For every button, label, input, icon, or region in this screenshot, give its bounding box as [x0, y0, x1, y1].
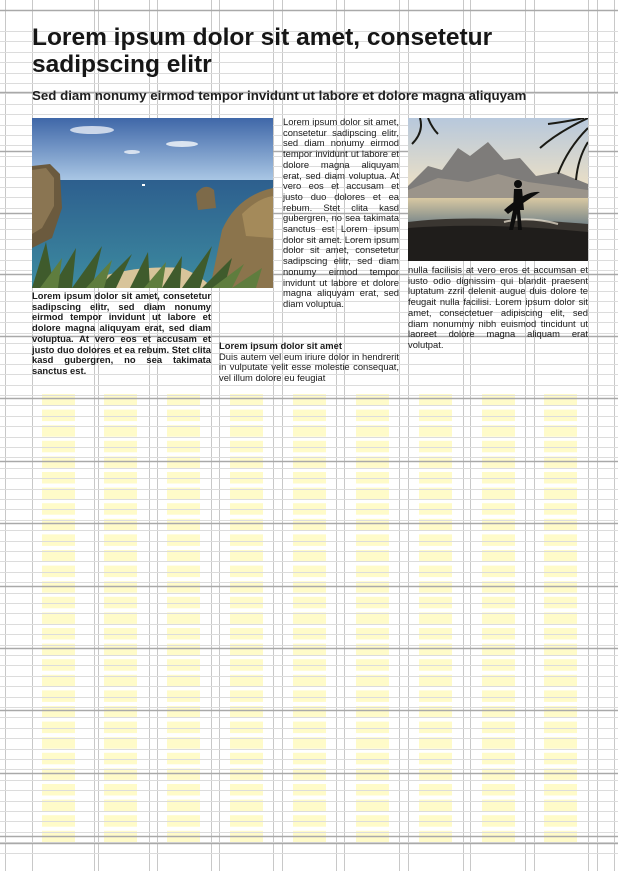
highlight-block	[167, 815, 200, 827]
highlight-block	[544, 784, 577, 796]
highlight-block	[419, 534, 452, 546]
highlight-block	[293, 612, 326, 624]
highlight-block	[293, 441, 326, 453]
highlight-block	[104, 815, 137, 827]
highlight-block	[230, 597, 263, 609]
highlight-block	[356, 566, 389, 578]
highlight-block	[482, 628, 515, 640]
highlight-block	[42, 815, 75, 827]
highlight-block	[167, 503, 200, 515]
highlight-block	[167, 472, 200, 484]
highlight-block	[482, 441, 515, 453]
highlight-block	[544, 534, 577, 546]
highlight-block	[419, 722, 452, 734]
highlight-block	[293, 503, 326, 515]
highlight-block	[167, 410, 200, 422]
highlight-block	[356, 784, 389, 796]
highlight-block	[482, 815, 515, 827]
highlight-block	[356, 441, 389, 453]
highlight-block	[544, 722, 577, 734]
highlight-block	[356, 753, 389, 765]
highlight-block	[104, 441, 137, 453]
highlight-block	[419, 659, 452, 671]
highlight-block	[104, 472, 137, 484]
highlight-block	[230, 784, 263, 796]
highlight-block	[356, 503, 389, 515]
highlight-block	[230, 410, 263, 422]
highlight-block	[419, 784, 452, 796]
highlight-block	[356, 690, 389, 702]
column-top-text: Lorem ipsum dolor sit amet, consetetur sadipscing elitr, sed diam nonumy eirmod tempor invidunt ut labore et dolore magna aliquyam erat, sed diam voluptua. At vero eos et accusam et justo duo dolores et ea rebum. Stet clita kasd gubergren, no sea takimata sanctus est Lorem ipsum dolor sit amet. Lorem ipsum dolor sit amet, consetetur sadipscing elitr, sed diam nonumy eirmod tempor invidunt ut labore et dolore magna aliquyam erat, sed diam voluptua.	[283, 116, 399, 309]
column-middle	[219, 341, 399, 384]
highlight-block	[167, 784, 200, 796]
highlight-block	[167, 753, 200, 765]
highlight-block	[230, 690, 263, 702]
highlight-block	[544, 753, 577, 765]
highlight-block	[419, 753, 452, 765]
highlight-block	[104, 628, 137, 640]
highlight-block	[293, 597, 326, 609]
highlight-block	[356, 612, 389, 624]
highlight-block	[544, 472, 577, 484]
highlight-block	[293, 472, 326, 484]
highlight-block	[419, 503, 452, 515]
highlight-block	[482, 566, 515, 578]
highlight-block	[419, 628, 452, 640]
highlight-block	[356, 815, 389, 827]
highlight-block	[230, 534, 263, 546]
highlight-block	[419, 690, 452, 702]
highlight-block	[419, 410, 452, 422]
highlight-block	[356, 410, 389, 422]
highlight-block	[230, 503, 263, 515]
highlight-block	[230, 753, 263, 765]
highlight-block	[356, 628, 389, 640]
highlight-block	[104, 753, 137, 765]
highlight-block	[293, 628, 326, 640]
subheadline: Sed diam nonumy eirmod tempor invidunt ut labore et dolore magna aliquyam	[32, 88, 527, 103]
highlight-block	[104, 690, 137, 702]
highlight-block	[482, 612, 515, 624]
highlight-block	[167, 659, 200, 671]
highlight-block	[482, 753, 515, 765]
highlight-block	[419, 441, 452, 453]
highlight-block	[293, 659, 326, 671]
highlight-block	[167, 612, 200, 624]
highlight-block	[42, 566, 75, 578]
highlight-block	[293, 410, 326, 422]
highlight-block	[230, 566, 263, 578]
highlight-block	[230, 472, 263, 484]
highlight-block	[356, 722, 389, 734]
highlight-block	[167, 597, 200, 609]
highlight-block	[42, 722, 75, 734]
highlight-block	[42, 597, 75, 609]
highlight-block	[356, 597, 389, 609]
column-right-text: nulla facilisis at vero eros et accumsan et iusto odio dignissim qui blandit praesent luptatum zzril delenit augue duis dolore te feugait nulla facilisi. Lorem ipsum dolor sit amet, consectetuer adipiscing elit, sed diam nonummy nibh euismod tincidunt ut laoreet dolore magna aliquam erat volutpat.	[408, 264, 588, 350]
highlight-block	[419, 472, 452, 484]
coastal-bay-photo	[32, 118, 273, 288]
highlight-block	[230, 628, 263, 640]
highlight-block	[544, 410, 577, 422]
highlight-block	[104, 534, 137, 546]
highlight-block	[419, 566, 452, 578]
highlight-block	[42, 503, 75, 515]
highlight-block	[544, 628, 577, 640]
highlight-block	[42, 690, 75, 702]
highlight-block	[42, 410, 75, 422]
highlight-block	[104, 722, 137, 734]
highlight-block	[293, 566, 326, 578]
highlight-block	[293, 815, 326, 827]
highlight-block	[419, 597, 452, 609]
highlight-block	[42, 753, 75, 765]
highlight-block	[482, 597, 515, 609]
highlight-block	[482, 690, 515, 702]
highlight-block	[104, 784, 137, 796]
headline: Lorem ipsum dolor sit amet, consetetur sadipscing elitr	[32, 24, 493, 78]
column-middle-text: Duis autem vel eum iriure dolor in hendrerit in vulputate velit esse molestie consequat, vel illum dolore eu feugiat	[219, 350, 399, 384]
highlight-block	[293, 534, 326, 546]
highlight-block	[544, 597, 577, 609]
highlight-block	[482, 472, 515, 484]
highlight-block	[42, 441, 75, 453]
highlight-block	[167, 566, 200, 578]
highlight-block	[104, 597, 137, 609]
highlight-block	[167, 534, 200, 546]
highlight-block	[104, 612, 137, 624]
highlight-block	[230, 815, 263, 827]
highlight-block	[356, 534, 389, 546]
highlight-block	[482, 503, 515, 515]
highlight-block	[104, 410, 137, 422]
highlight-block	[356, 472, 389, 484]
surfer-beach-photo	[408, 118, 588, 261]
highlight-block	[42, 534, 75, 546]
highlight-block	[104, 566, 137, 578]
highlight-block	[230, 612, 263, 624]
highlight-block	[482, 659, 515, 671]
highlight-block	[293, 753, 326, 765]
highlight-block	[167, 441, 200, 453]
highlight-block	[104, 503, 137, 515]
intro-bold-text: Lorem ipsum dolor sit amet, consetetur sadipscing elitr, sed diam nonumy eirmod tempor invidunt ut labore et dolore magna aliquyam erat, sed diam voluptua. At vero eos et accusam et justo duo dolores et ea rebum. Stet clita kasd gubergren, no sea takimata sanctus est.	[32, 290, 211, 376]
highlight-block	[356, 659, 389, 671]
highlight-block	[167, 722, 200, 734]
highlight-block	[293, 784, 326, 796]
highlight-block	[544, 503, 577, 515]
highlight-block	[42, 472, 75, 484]
highlight-block	[544, 815, 577, 827]
highlight-block	[167, 690, 200, 702]
column-middle-heading: Lorem ipsum dolor sit amet	[219, 340, 342, 351]
highlight-block	[293, 722, 326, 734]
highlight-block	[419, 612, 452, 624]
highlight-block	[544, 612, 577, 624]
highlight-block	[42, 784, 75, 796]
highlight-block	[230, 722, 263, 734]
highlight-block	[482, 410, 515, 422]
highlight-block	[482, 784, 515, 796]
highlight-block	[42, 659, 75, 671]
highlight-block	[544, 566, 577, 578]
highlight-block	[419, 815, 452, 827]
highlight-block	[544, 441, 577, 453]
highlight-block	[104, 659, 137, 671]
highlight-block	[293, 690, 326, 702]
highlight-block	[167, 628, 200, 640]
highlight-block	[42, 628, 75, 640]
highlight-block	[230, 441, 263, 453]
highlight-block	[544, 690, 577, 702]
highlight-block	[482, 722, 515, 734]
highlight-block	[42, 612, 75, 624]
highlight-block	[482, 534, 515, 546]
highlight-block	[544, 659, 577, 671]
highlight-block	[230, 659, 263, 671]
